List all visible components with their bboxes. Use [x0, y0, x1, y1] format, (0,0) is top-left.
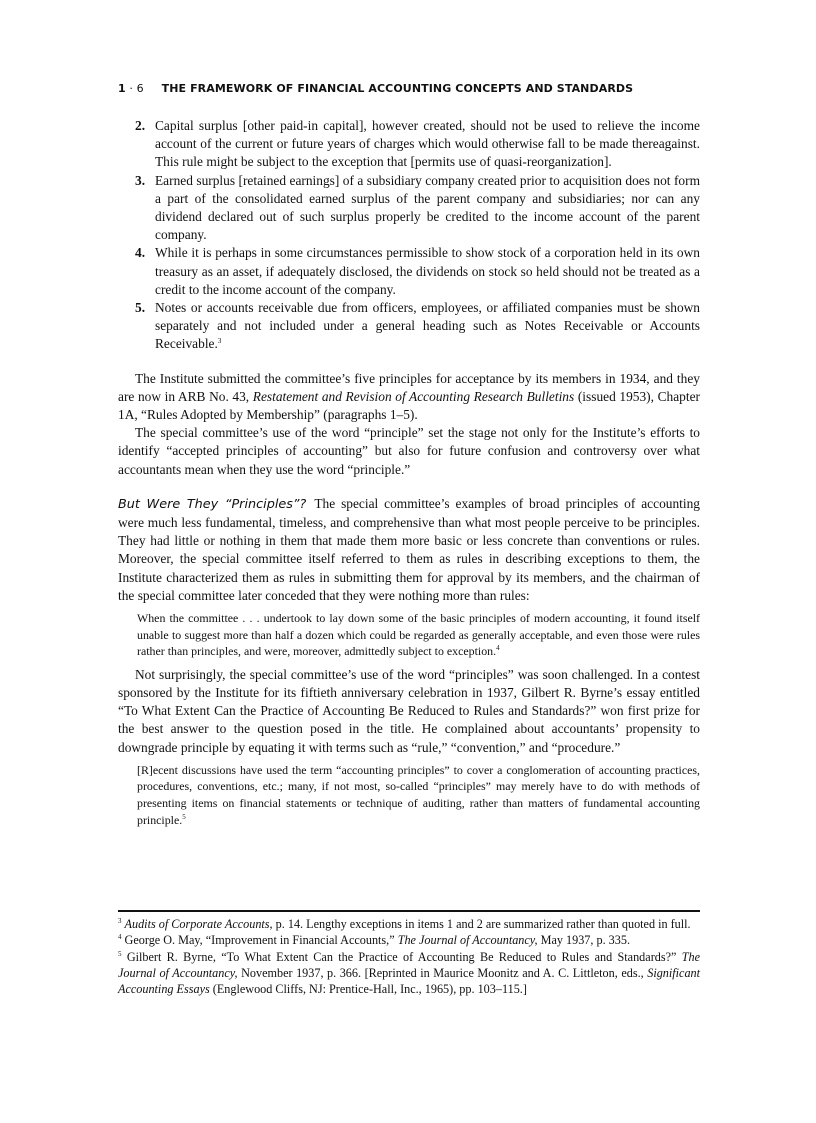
- list-item-text: While it is perhaps in some circumstances permissible to show stock of a corporation held in its own treasury as an asset, if adequately disclosed, the dividends on stock so held should not be treated as a credit to the income account of the company.: [155, 245, 700, 297]
- paragraph-byrne: Not surprisingly, the special committee’s use of the word “principles” was soon challenged. In a contest sponsored by the Institute for its fiftieth anniversary celebration in 1937, Gilbert R. Byrne’s essay entitled “To What Extent Can the Practice of Accounting Be Reduced to Rules and Standards?” won first prize for the best answer to the question posed in the title. He complained about accountants’ propensity to downgrade principle by equating it with terms such as “rule,” “convention,” and “procedure.”: [118, 666, 700, 755]
- rules-list: [118, 117, 700, 354]
- footnotes: [118, 910, 700, 997]
- body-text: [118, 117, 700, 828]
- section-heading: But Were They “Principles”?: [118, 496, 307, 512]
- list-item: [118, 299, 700, 354]
- block-quote-byrne: [R]ecent discussions have used the term “accounting principles” to cover a conglomeration of accounting practices, procedures, conventions, etc.; many, if not most, so-called “principles” may merely have to do with methods of presenting items on financial statements or technique of auditing, rather than matters of fundamental accounting principle.$^5$: [137, 762, 700, 827]
- page-chapter-number: 1: [118, 82, 126, 95]
- footnote-5: $^5$ Gilbert R. Byrne, “To What Extent Can the Practice of Accounting Be Reduced to Rules and Standards?” The Journal of Accountancy, November 1937, p. 366. [Reprinted in Maurice Moonitz and A. C. Littleton, eds., Significant Accounting Essays (Englewood Cliffs, NJ: Prentice-Hall, Inc., 1965), pp. 103–115.]: [118, 949, 701, 997]
- footnote-divider: [118, 910, 700, 912]
- list-item: [118, 117, 700, 172]
- paragraph-principle-word: The special committee’s use of the word “principle” set the stage not only for the Institute’s efforts to identify “accepted principles of accounting” but also for future confusion and controversy over what accountants mean when they use the word “principle.”: [118, 425, 700, 477]
- paragraph-section: [118, 495, 700, 605]
- paragraph-institute: The Institute submitted the committee’s five principles for acceptance by its members in 1934, and they are now in ARB No. 43, Restatement and Revision of Accounting Research Bulletins (issued 1953), Chapter 1A, “Rules Adopted by Membership” (paragraphs 1–5).: [118, 370, 700, 423]
- block-quote-may: When the committee . . . undertook to lay down some of the basic principles of modern accounting, it found itself unable to suggest more than half a dozen which could be regarded as generally acceptable, and even those were rules rather than principles, and were, moreover, admittedly subject to exception.$^4$: [137, 611, 700, 659]
- footnote-4: $^4$ George O. May, “Improvement in Financial Accounts,” The Journal of Accountancy, May 1937, p. 335.: [118, 933, 631, 948]
- list-item-number: 4.: [135, 245, 146, 261]
- list-item-text: Notes or accounts receivable due from officers, employees, or affiliated companies must be shown separately and not included under a general heading such as Notes Receivable or Accounts Receivable.: [155, 300, 700, 352]
- list-item-text: Capital surplus [other paid-in capital], however created, should not be used to relieve the income account of the current or future years of charges which would otherwise fall to be made thereagainst. This rule might be subject to the exception that [permits use of quasi-reorganization].: [155, 118, 700, 170]
- chapter-title: THE FRAMEWORK OF FINANCIAL ACCOUNTING CONCEPTS AND STANDARDS: [161, 82, 634, 95]
- footnote-ref-4[interactable]: 4: [496, 644, 500, 653]
- section-text: The special committee’s examples of broad principles of accounting were much less fundamental, timeless, and comprehensive than what most people perceive to be principles. They had little or nothing in them that made them more basic or less concrete than conventions or rules. Moreover, the special committee itself referred to them as rules in describing exceptions to them, the Institute characterized them as rules in submitting them for approval by its members, and the chairman of the special committee later conceded that they were nothing more than rules:: [118, 495, 700, 603]
- list-item-text: Earned surplus [retained earnings] of a subsidiary company created prior to acquisition does not form a part of the consolidated earned surplus of the parent company and subsidiaries; nor can any dividend declared out of such surplus properly be credited to the income account of the parent company.: [155, 172, 700, 243]
- page-separator: ·: [125, 82, 137, 95]
- page-number: 6: [136, 82, 144, 95]
- list-item-number: 3.: [135, 172, 146, 188]
- footnote-ref-5[interactable]: 5: [182, 812, 186, 821]
- list-item-number: 2.: [135, 118, 146, 133]
- list-item-number: 5.: [135, 300, 146, 316]
- list-item: [118, 172, 700, 245]
- footnote-3: $^3$ Audits of Corporate Accounts, p. 14. Lengthy exceptions in items 1 and 2 are summarized rather than quoted in full.: [118, 917, 691, 931]
- list-item: [118, 244, 700, 299]
- footnote-ref-3[interactable]: 3: [217, 337, 222, 346]
- bulletin-title: Restatement and Revision of Accounting Research Bulletins: [252, 388, 575, 404]
- running-head: [118, 82, 700, 95]
